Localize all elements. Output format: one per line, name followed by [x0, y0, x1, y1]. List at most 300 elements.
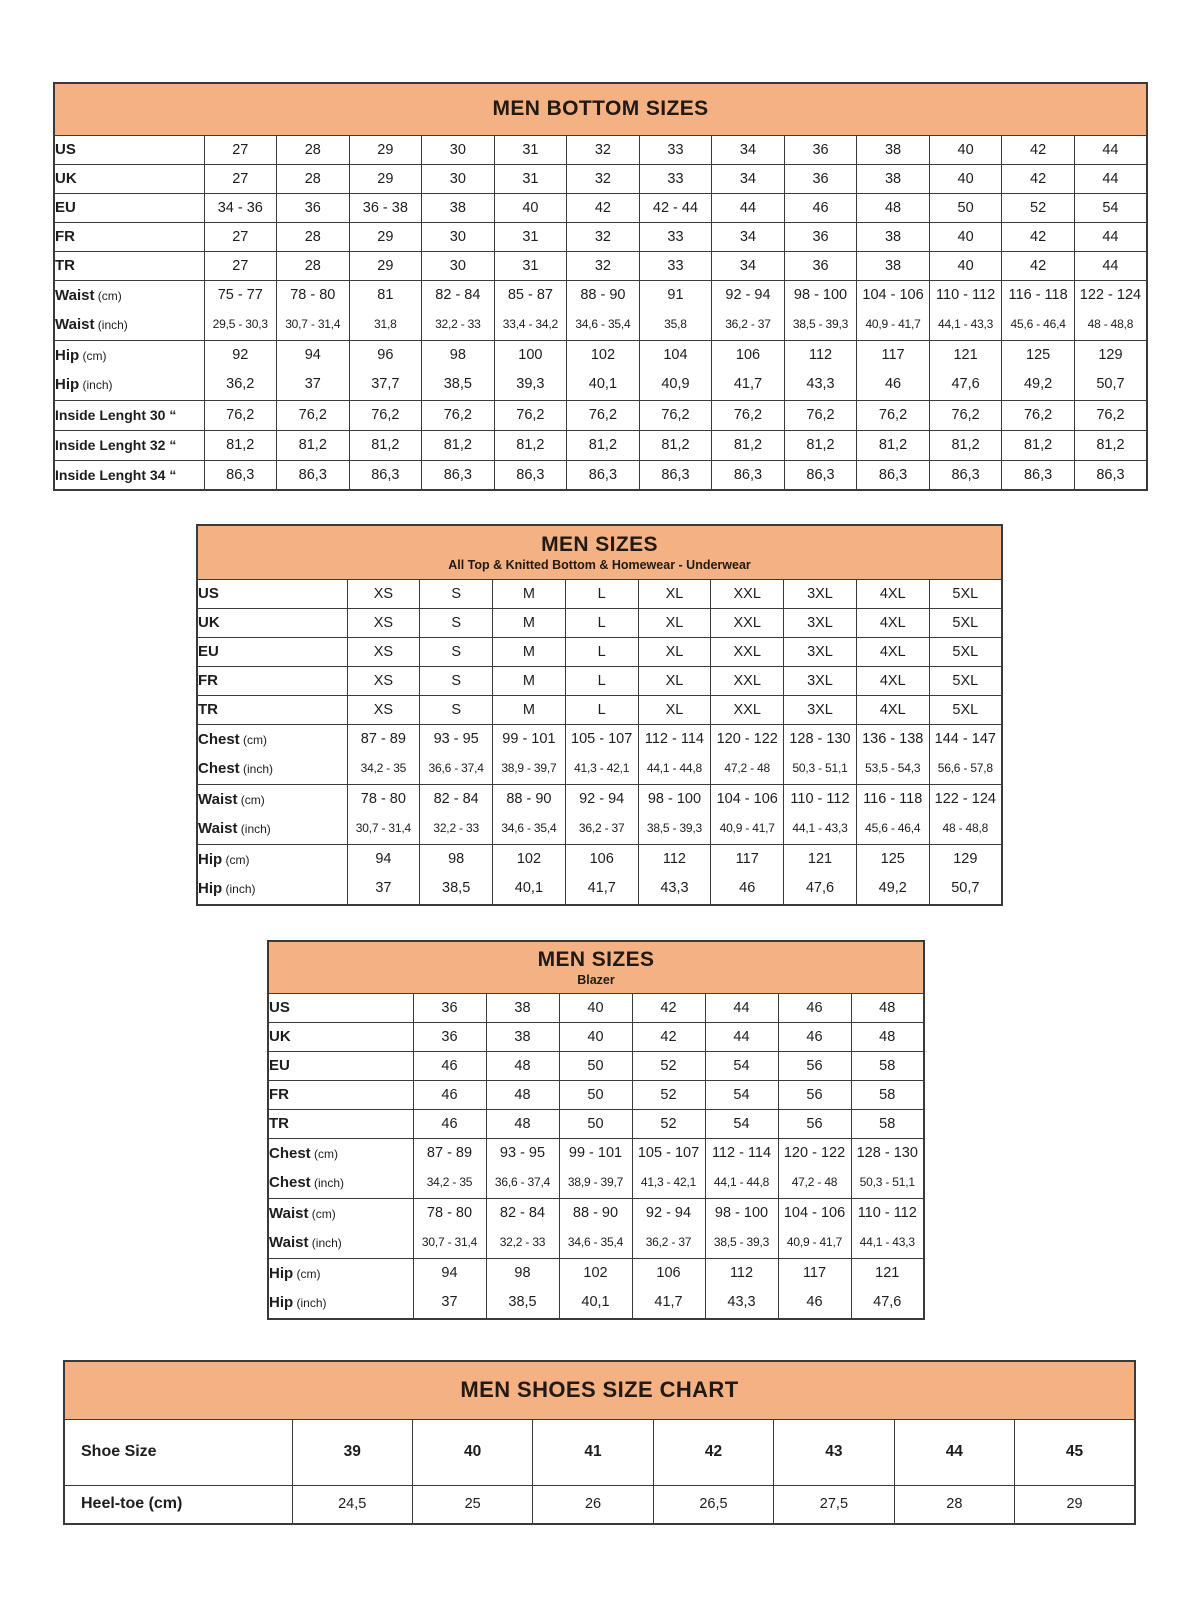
value-line: 36,6 - 37,4	[428, 761, 484, 775]
row-label-text: US	[55, 141, 76, 158]
row-label-line	[55, 370, 204, 400]
value-line: 48 - 48,8	[942, 821, 989, 835]
row-label-text: Waist	[55, 316, 95, 333]
value-cell	[494, 280, 567, 340]
row-label-text: Waist	[198, 820, 238, 837]
value-cell: XXL	[711, 637, 784, 666]
value-cell: 40	[494, 193, 567, 222]
size-row	[268, 1109, 924, 1138]
value-cell	[420, 724, 493, 784]
value-cell: 81,2	[857, 430, 930, 460]
row-label-text: Waist	[55, 286, 95, 304]
value-cell	[638, 784, 711, 844]
value-cell: 46	[778, 1022, 851, 1051]
row-label-unit: (inch)	[293, 1296, 327, 1310]
value-line: 32,2 - 33	[435, 317, 481, 331]
value-cell: 36	[784, 135, 857, 164]
value-line: 112 - 114	[711, 1144, 772, 1161]
value-cell: 58	[851, 1051, 924, 1080]
value-line: 50,3 - 51,1	[792, 761, 848, 775]
row-label-text: Hip	[198, 850, 223, 868]
value-cell	[856, 784, 929, 844]
value-line: 34,2 - 35	[360, 761, 407, 775]
value-line: 110 - 112	[936, 286, 996, 303]
value-line: 129	[953, 850, 978, 867]
value-cell: 24,5	[292, 1485, 412, 1524]
value-cell: 81,2	[712, 430, 785, 460]
value-line: 41,3 - 42,1	[574, 761, 630, 775]
value-line: 39,3	[516, 376, 545, 392]
value-line: 29,5 - 30,3	[212, 317, 268, 331]
inside-row	[54, 460, 1147, 490]
value-line: 46	[806, 1294, 823, 1310]
value-cell: 76,2	[204, 400, 277, 430]
value-cell: 36	[277, 193, 350, 222]
size-row	[197, 695, 1002, 724]
value-line: 47,2 - 48	[724, 761, 770, 775]
row-label-unit: (inch)	[239, 762, 274, 776]
value-cell: 38	[857, 222, 930, 251]
value-cell	[705, 1258, 778, 1319]
row-label-text: EU	[269, 1057, 290, 1074]
value-cell: 3XL	[784, 695, 857, 724]
value-line: 91	[667, 286, 684, 303]
value-cell	[712, 280, 785, 340]
value-cell	[559, 1258, 632, 1319]
value-cell: 81,2	[639, 430, 712, 460]
value-cell: 86,3	[784, 460, 857, 490]
value-cell: 76,2	[712, 400, 785, 430]
value-line: 105 - 107	[571, 730, 633, 747]
value-cell: 81,2	[494, 430, 567, 460]
value-cell: 54	[705, 1109, 778, 1138]
row-label	[197, 784, 347, 844]
value-cell: 38	[422, 193, 495, 222]
value-cell: 46	[413, 1109, 486, 1138]
value-cell	[277, 280, 350, 340]
value-line: 88 - 90	[580, 286, 626, 303]
value-cell: 42 - 44	[639, 193, 712, 222]
value-line: 47,2 - 48	[791, 1175, 838, 1189]
value-line: 44,1 - 44,8	[713, 1175, 770, 1189]
row-label-line	[55, 310, 204, 340]
value-cell: 86,3	[639, 460, 712, 490]
value-cell: 28	[894, 1485, 1014, 1524]
value-cell: 27,5	[774, 1485, 894, 1524]
row-label	[54, 460, 204, 490]
value-cell	[1074, 280, 1147, 340]
value-cell: 42	[632, 993, 705, 1022]
row-label	[268, 1258, 413, 1319]
value-line: 88 - 90	[572, 1204, 619, 1221]
value-cell: 42	[1002, 164, 1075, 193]
inside-row	[54, 400, 1147, 430]
value-cell	[784, 844, 857, 905]
value-cell: 76,2	[929, 400, 1002, 430]
value-cell: 76,2	[422, 400, 495, 430]
value-cell	[567, 340, 640, 400]
value-cell	[565, 844, 638, 905]
value-cell: 28	[277, 135, 350, 164]
value-line: 40,1	[514, 880, 544, 896]
value-cell: XS	[347, 579, 420, 608]
value-line: 128 - 130	[789, 730, 851, 747]
value-cell: M	[493, 637, 566, 666]
value-cell: 44	[705, 1022, 778, 1051]
value-cell: 31	[494, 251, 567, 280]
value-cell	[486, 1138, 559, 1198]
value-line: 122 - 124	[934, 790, 996, 807]
value-cell	[413, 1138, 486, 1198]
value-line: 112	[808, 346, 833, 363]
value-cell: 41	[533, 1419, 653, 1485]
value-cell	[778, 1198, 851, 1258]
value-cell: 29	[349, 251, 422, 280]
size-row	[197, 579, 1002, 608]
value-line: 37	[304, 376, 321, 392]
size-row	[268, 993, 924, 1022]
row-label-text: TR	[198, 701, 218, 718]
value-cell: 46	[778, 993, 851, 1022]
row-label-unit: (cm)	[310, 1146, 339, 1161]
table-subtitle: Blazer	[577, 972, 615, 987]
value-cell: 27	[204, 135, 277, 164]
value-cell: L	[565, 608, 638, 637]
value-cell: XXL	[711, 608, 784, 637]
value-cell: 3XL	[784, 666, 857, 695]
value-cell: 32	[567, 222, 640, 251]
table-header	[54, 83, 1147, 135]
value-cell: XXL	[711, 695, 784, 724]
value-cell: 4XL	[856, 637, 929, 666]
value-cell: 40	[929, 251, 1002, 280]
value-cell	[493, 844, 566, 905]
row-label-text: Chest	[198, 760, 240, 777]
value-line: 50,7	[951, 880, 980, 896]
value-cell	[204, 280, 277, 340]
group-row	[197, 844, 1002, 905]
value-line: 122 - 124	[1079, 286, 1142, 303]
value-cell: 50	[559, 1109, 632, 1138]
value-line: 94	[304, 346, 321, 363]
table-body	[54, 135, 1147, 490]
value-cell	[929, 844, 1002, 905]
value-line: 105 - 107	[637, 1144, 700, 1161]
table-title: MEN SIZES	[537, 947, 655, 971]
value-cell	[422, 280, 495, 340]
value-cell: 76,2	[1074, 400, 1147, 430]
row-label-text: Inside Lenght 32 “	[55, 437, 177, 453]
size-row	[54, 164, 1147, 193]
table-subtitle: All Top & Knitted Bottom & Homewear - Underwear	[448, 557, 751, 572]
row-label-unit: (inch)	[79, 378, 113, 392]
value-cell: 44	[705, 993, 778, 1022]
value-line: 36,2 - 37	[578, 821, 625, 835]
value-cell: 44	[894, 1419, 1014, 1485]
value-cell: 46	[413, 1080, 486, 1109]
group-row	[268, 1138, 924, 1198]
value-line: 50,3 - 51,1	[859, 1175, 915, 1189]
value-cell: 38	[486, 993, 559, 1022]
value-line: 120 - 122	[783, 1144, 846, 1161]
value-cell: 81,2	[204, 430, 277, 460]
men-blazer-sizes-table	[267, 940, 925, 1320]
value-line: 99 - 101	[568, 1144, 623, 1161]
value-cell: 52	[632, 1051, 705, 1080]
value-line: 43,3	[660, 880, 689, 896]
value-line: 116 - 118	[1008, 286, 1068, 303]
row-label-unit: (cm)	[222, 852, 250, 867]
value-cell: XL	[638, 608, 711, 637]
value-cell: 33	[639, 135, 712, 164]
row-label	[54, 164, 204, 193]
value-cell: 56	[778, 1080, 851, 1109]
value-cell: 26	[533, 1485, 653, 1524]
row-label	[268, 1109, 413, 1138]
size-row	[54, 251, 1147, 280]
value-line: 93 - 95	[433, 730, 479, 747]
group-row	[54, 340, 1147, 400]
value-cell: L	[565, 695, 638, 724]
table-title-cell	[197, 525, 1002, 579]
value-cell: 34	[712, 222, 785, 251]
value-line: 45,6 - 46,4	[865, 821, 921, 835]
row-label	[268, 993, 413, 1022]
row-label-line	[198, 814, 347, 844]
table-body	[197, 579, 1002, 905]
row-label-text: FR	[55, 228, 75, 245]
value-cell: 76,2	[494, 400, 567, 430]
value-cell: 39	[292, 1419, 412, 1485]
value-cell: 36	[413, 1022, 486, 1051]
value-cell: 40	[929, 222, 1002, 251]
value-line: 37	[375, 880, 392, 896]
value-cell: 48	[486, 1051, 559, 1080]
value-cell: 76,2	[277, 400, 350, 430]
row-label	[54, 400, 204, 430]
size-row	[54, 193, 1147, 222]
row-label	[197, 666, 347, 695]
value-cell: 4XL	[856, 695, 929, 724]
value-cell: 29	[349, 135, 422, 164]
value-cell: 5XL	[929, 666, 1002, 695]
value-cell: 5XL	[929, 637, 1002, 666]
value-cell	[632, 1258, 705, 1319]
value-line: 104 - 106	[783, 1204, 846, 1221]
row-label	[268, 1022, 413, 1051]
value-line: 104	[663, 346, 688, 363]
value-cell: 54	[705, 1051, 778, 1080]
value-cell: 42	[632, 1022, 705, 1051]
value-cell: 31	[494, 135, 567, 164]
row-label-text: Hip	[55, 376, 80, 393]
group-row	[54, 280, 1147, 340]
value-cell: 86,3	[929, 460, 1002, 490]
value-cell: 38	[857, 164, 930, 193]
row-label-unit: (cm)	[79, 348, 107, 363]
value-cell: 46	[413, 1051, 486, 1080]
value-cell: 42	[1002, 222, 1075, 251]
row-label	[54, 251, 204, 280]
value-line: 32,2 - 33	[433, 821, 479, 835]
inside-row	[54, 430, 1147, 460]
value-cell	[851, 1258, 924, 1319]
value-cell: 48	[486, 1080, 559, 1109]
row-label-line	[269, 1228, 413, 1258]
value-cell	[349, 340, 422, 400]
value-line: 98	[448, 850, 465, 867]
value-cell: 34	[712, 164, 785, 193]
row-label-unit: (inch)	[94, 318, 128, 332]
value-cell	[851, 1198, 924, 1258]
value-cell: 48	[851, 993, 924, 1022]
value-cell	[413, 1198, 486, 1258]
value-cell: 86,3	[712, 460, 785, 490]
row-label	[64, 1419, 292, 1485]
value-cell	[929, 784, 1002, 844]
value-cell	[784, 280, 857, 340]
row-label-text: Waist	[269, 1234, 309, 1251]
row-label-text: Chest	[269, 1144, 311, 1162]
value-cell: 50	[929, 193, 1002, 222]
value-cell: 86,3	[494, 460, 567, 490]
row-label-text: Hip	[198, 880, 223, 897]
row-label	[54, 340, 204, 400]
value-line: 36,6 - 37,4	[494, 1175, 551, 1189]
group-row	[197, 784, 1002, 844]
shoe-row	[64, 1419, 1135, 1485]
value-line: 116 - 118	[863, 790, 923, 807]
value-line: 37	[441, 1294, 458, 1310]
value-cell: 38	[857, 135, 930, 164]
value-line: 33,4 - 34,2	[502, 317, 558, 331]
value-cell	[784, 340, 857, 400]
value-line: 82 - 84	[435, 286, 481, 303]
value-line: 53,5 - 54,3	[865, 761, 921, 775]
row-label-text: FR	[269, 1086, 289, 1103]
size-row	[197, 666, 1002, 695]
value-cell: S	[420, 695, 493, 724]
value-cell	[784, 724, 857, 784]
value-line: 50,7	[1096, 376, 1125, 392]
value-line: 125	[1026, 346, 1051, 363]
row-label-unit: (cm)	[237, 792, 265, 807]
row-label-text: Chest	[198, 730, 240, 748]
value-cell: 76,2	[639, 400, 712, 430]
row-label	[197, 844, 347, 905]
row-label	[268, 1198, 413, 1258]
size-row	[197, 608, 1002, 637]
value-cell	[422, 340, 495, 400]
value-cell: 48	[486, 1109, 559, 1138]
row-label	[54, 430, 204, 460]
value-cell: XL	[638, 695, 711, 724]
value-line: 99 - 101	[502, 730, 556, 747]
value-line: 75 - 77	[217, 286, 263, 303]
value-line: 47,6	[805, 880, 835, 896]
value-line: 112	[662, 850, 686, 867]
value-cell: 76,2	[349, 400, 422, 430]
value-cell: 3XL	[784, 637, 857, 666]
value-cell	[486, 1258, 559, 1319]
row-label-unit: (cm)	[239, 732, 268, 747]
value-line: 56,6 - 57,8	[937, 761, 993, 775]
value-line: 49,2	[878, 880, 907, 896]
row-label-text: Hip	[55, 346, 80, 364]
value-line: 30,7 - 31,4	[355, 821, 411, 835]
value-cell: 5XL	[929, 695, 1002, 724]
value-cell: 25	[412, 1485, 532, 1524]
group-row	[268, 1198, 924, 1258]
row-label-text: EU	[198, 643, 219, 660]
row-label-line	[55, 341, 204, 371]
value-line: 121	[875, 1264, 900, 1281]
value-line: 34,2 - 35	[426, 1175, 473, 1189]
table-header-row	[64, 1361, 1135, 1419]
value-cell: 40	[929, 164, 1002, 193]
value-cell: 50	[559, 1051, 632, 1080]
value-cell: 52	[632, 1109, 705, 1138]
value-cell	[856, 844, 929, 905]
value-line: 40,9 - 41,7	[865, 317, 921, 331]
value-line: 36,2 - 37	[645, 1235, 692, 1249]
value-cell: 40	[559, 1022, 632, 1051]
value-line: 106	[656, 1264, 681, 1281]
table-title-cell	[268, 941, 924, 993]
value-cell: 44	[1074, 222, 1147, 251]
value-cell: 81,2	[349, 430, 422, 460]
row-label-text: Shoe Size	[81, 1443, 157, 1460]
value-line: 129	[1098, 346, 1123, 363]
row-label-text: Hip	[269, 1264, 294, 1282]
value-cell: 52	[632, 1080, 705, 1109]
value-line: 106	[589, 850, 614, 867]
table-body	[268, 993, 924, 1319]
value-line: 40,9 - 41,7	[719, 821, 775, 835]
value-cell: 86,3	[857, 460, 930, 490]
value-cell: 48	[851, 1022, 924, 1051]
value-cell: 34 - 36	[204, 193, 277, 222]
value-cell	[413, 1258, 486, 1319]
value-cell	[784, 784, 857, 844]
group-row	[197, 724, 1002, 784]
value-cell: S	[420, 637, 493, 666]
value-cell: 4XL	[856, 608, 929, 637]
row-label-line	[269, 1168, 413, 1198]
value-cell	[705, 1198, 778, 1258]
row-label	[197, 695, 347, 724]
value-cell: 31	[494, 164, 567, 193]
value-line: 121	[953, 346, 978, 363]
value-line: 38,9 - 39,7	[567, 1175, 624, 1189]
value-cell: 81,2	[1002, 430, 1075, 460]
value-line: 34,6 - 35,4	[567, 1235, 624, 1249]
value-cell: 76,2	[857, 400, 930, 430]
row-label-text: UK	[269, 1028, 291, 1045]
value-cell: 52	[1002, 193, 1075, 222]
value-cell: XL	[638, 637, 711, 666]
value-line: 92 - 94	[725, 286, 771, 303]
value-cell: L	[565, 637, 638, 666]
size-row	[268, 1080, 924, 1109]
value-cell: 36	[784, 222, 857, 251]
table-title-cell	[54, 83, 1147, 135]
value-cell: 38	[486, 1022, 559, 1051]
value-line: 38,5	[508, 1294, 537, 1310]
value-cell: 5XL	[929, 608, 1002, 637]
value-cell: XS	[347, 695, 420, 724]
table-title: MEN BOTTOM SIZES	[492, 97, 709, 121]
